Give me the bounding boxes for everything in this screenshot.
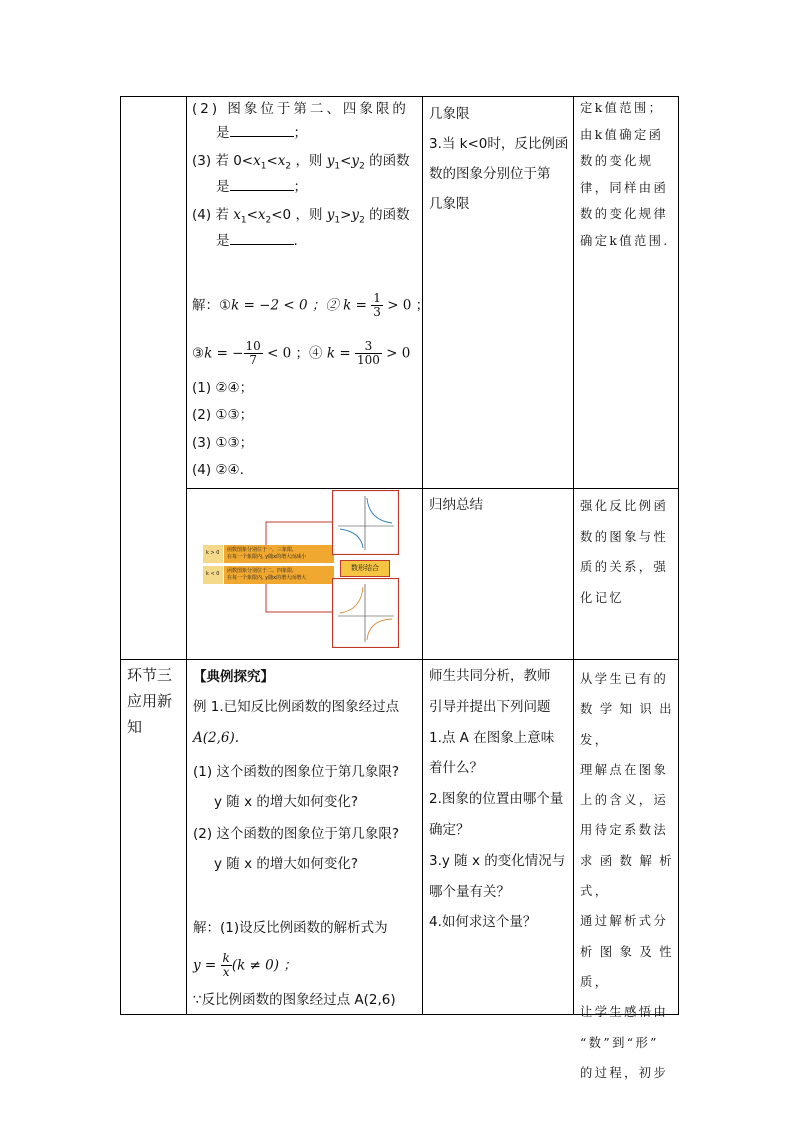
- example-solution-2: y = $\frac{k}{x}$ (k ≠ 0) ；: [193, 951, 297, 979]
- answer-2: (2) ①③；: [192, 407, 254, 423]
- mid-line: 哪个量有关？: [429, 883, 510, 900]
- example-line-2: A(2,6).: [193, 730, 240, 746]
- example-heading: 【典例探究】: [193, 669, 274, 685]
- example-q1-sub: y 随 x 的增大如何变化?: [214, 794, 359, 810]
- question-2: (2) 图象位于第二、四象限的: [192, 101, 409, 117]
- question-3: (3) 若 $0<x_1<x_2$ ，则 $y_1<y_2$ 的函数: [192, 153, 410, 172]
- note-line: 理解点在图象: [580, 762, 669, 777]
- note-line: 通过解析式分: [580, 914, 669, 929]
- note-line: 数的变化规律: [580, 207, 669, 221]
- stage-label: [127, 662, 172, 740]
- mid-line: 几象限: [429, 196, 470, 212]
- mid-line: 确定？: [429, 821, 470, 838]
- note-line: 由k值确定函: [580, 127, 664, 142]
- mid-line: 3.y 随 x 的变化情况与: [429, 852, 566, 869]
- k-positive-box: 函数图象分别位于一、三象限, 在每一个象限内, y随x的增大而减小: [224, 545, 334, 563]
- note-line: 从学生已有的: [580, 672, 669, 686]
- note-line: 求函数解析式，: [580, 853, 674, 899]
- question-4-continued: 是 .: [216, 230, 298, 251]
- table-divider: [186, 96, 187, 1015]
- note-line: 律，同样由函: [580, 180, 669, 195]
- mid-line: 4.如何求这个量？: [429, 914, 537, 931]
- stage-line: 知: [127, 718, 143, 736]
- note-line: 定k值范围；: [580, 101, 664, 115]
- note-line: 数学知识出发，: [580, 702, 674, 747]
- summary-label: 归纳总结: [429, 497, 483, 513]
- solution-line-1: 解：①k = −2 < 0 ；② k = $\frac{1}{3}$ > 0 ；: [192, 291, 430, 319]
- k-negative-box: 函数图象分别位于二、四象限, 在每一个象限内, y随x的增大而增大: [224, 566, 334, 584]
- mid-line: 着什么？: [429, 760, 483, 777]
- example-q2: (2) 这个函数的图象位于第几象限?: [193, 826, 400, 842]
- note-line: 的过程，初步: [580, 1065, 669, 1080]
- example-solution-1: 解：(1)设反比例函数的解析式为: [193, 920, 388, 936]
- answer-3: (3) ①③；: [192, 435, 254, 451]
- center-label: 数形结合: [340, 560, 390, 577]
- table-divider: [422, 96, 423, 1015]
- mid-line: 数的图象分别位于第: [429, 166, 551, 182]
- mid-text-1: [429, 99, 569, 219]
- note-line: 强化反比例函: [580, 499, 669, 513]
- question-4: (4) 若 $x_1<x_2<0$ ，则 $y_1>y_2$ 的函数: [192, 207, 410, 226]
- stage-line: 环节三: [127, 666, 173, 684]
- mid-line: 3.当 k<0时，反比例函: [429, 136, 569, 152]
- graph-quadrants-2-4: [332, 578, 399, 648]
- example-line-1: 例 1.已知反比例函数的图象经过点: [193, 699, 400, 715]
- note-line: 确定k值范围.: [580, 233, 670, 248]
- question-3-continued: 是 ；: [216, 176, 307, 197]
- example-solution-3: ∵反比例函数的图象经过点 A(2,6): [193, 992, 396, 1008]
- row-divider: [120, 659, 679, 660]
- graph-quadrants-1-3: [332, 490, 399, 555]
- mid-line: 2.图象的位置由哪个量: [429, 791, 564, 808]
- note-line: 化记忆: [580, 590, 625, 605]
- mid-line: 引导并提出下列问题: [429, 698, 551, 715]
- design-note-3: [580, 664, 674, 1088]
- note-line: 上的含义，运: [580, 793, 669, 808]
- design-note-2: [580, 491, 674, 613]
- design-note-1: [580, 95, 674, 254]
- question-2-continued: 是 ；: [216, 122, 307, 143]
- answer-1: (1) ②④；: [192, 380, 254, 396]
- mid-line: 1.点 A 在图象上意味: [429, 729, 555, 746]
- note-line: “数”到“形”: [580, 1035, 659, 1050]
- note-line: 让学生感悟由: [580, 1005, 669, 1020]
- example-q2-sub: y 随 x 的增大如何变化?: [214, 856, 359, 872]
- example-q1: (1) 这个函数的图象位于第几象限?: [193, 764, 400, 780]
- note-line: 数的图象与性: [580, 529, 669, 544]
- solution-line-2: ③k = − $\frac{10}{7}$ < 0 ；④ k = $\frac{3}{100}$ > 0: [192, 339, 411, 367]
- k-positive-badge: k > 0: [203, 545, 223, 563]
- mid-line: 师生共同分析，教师: [429, 668, 551, 684]
- k-negative-badge: k < 0: [203, 566, 223, 584]
- mid-line: 几象限: [429, 106, 470, 122]
- table-divider: [573, 96, 574, 1015]
- note-line: 用待定系数法: [580, 823, 669, 838]
- answer-4: (4) ②④.: [192, 462, 244, 478]
- note-line: 数的变化规: [580, 154, 654, 168]
- stage-line: 应用新: [127, 692, 173, 710]
- note-line: 析图象及性质，: [580, 944, 674, 989]
- mid-text-3: [429, 661, 569, 938]
- note-line: 质的关系，强: [580, 560, 669, 574]
